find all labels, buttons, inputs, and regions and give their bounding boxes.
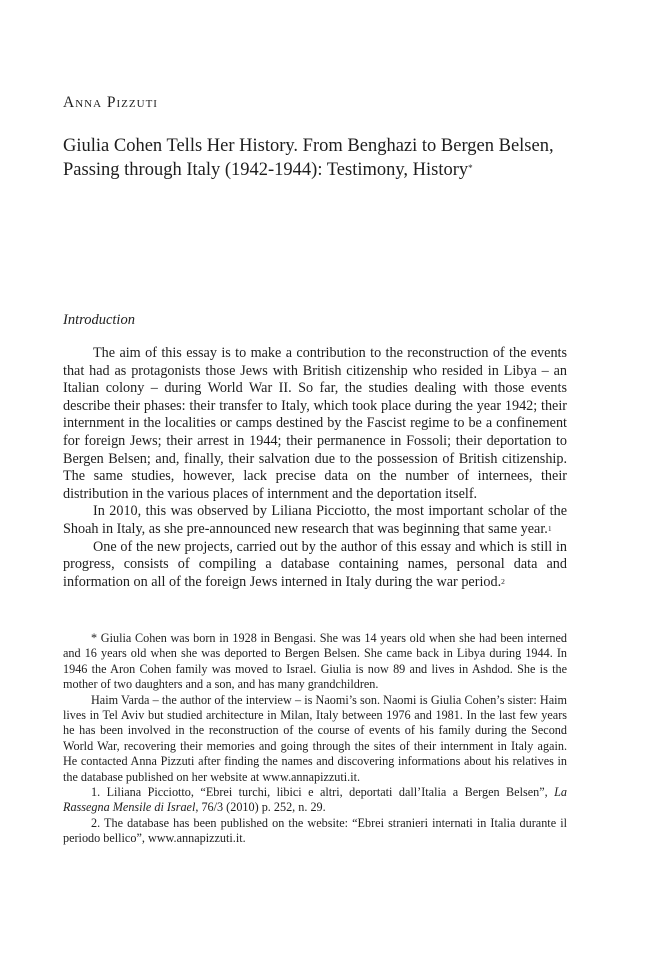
paragraph xyxy=(63,539,567,592)
footnote-2: 2. The database has been published on the website: “Ebrei stranieri internati in Italia durante il periodo bellico”, www.annapizzuti.it. xyxy=(63,815,567,846)
footnote-1-citation: , 76/3 (2010) p. 252, n. 29. xyxy=(195,800,326,815)
title-text: Giulia Cohen Tells Her History. From Benghazi to Bergen Belsen, Passing through Italy (1942-1944): Testimony, History xyxy=(63,136,554,180)
footnote-1-text: 1. Liliana Picciotto, “Ebrei turchi, libici e altri, deportati dall’Italia a Bergen Belsen”, xyxy=(91,785,555,800)
section-heading: Introduction xyxy=(63,312,135,328)
paragraph-text: The aim of this essay is to make a contribution to the reconstruction of the events that had as protagonists those Jews with British citizenship who resided in Libya – an Italian colony – during World War II. So far, the studies dealing with those events describe their phases: their transfer to Italy, which took place during the year 1942; their internment in the localities or camps destined by the Fascist regime to be a confinement for foreign Jews; their arrest in 1944; their permanence in Fossoli; their deportation to Bergen Belsen; and, finally, their salvation due to the possession of British citizenship. The same studies, however, lack precise data on the number of internees, their distribution in the various places of internment and the deportation itself. xyxy=(63,345,567,502)
author-name: Anna Pizzuti xyxy=(63,94,158,111)
footnotes xyxy=(63,631,567,847)
paragraph-text: One of the new projects, carried out by the author of this essay and which is still in progress, consists of compiling a database containing names, personal data and information on all of the foreign Jews interned in Italy during the war period. xyxy=(63,538,567,590)
body-text xyxy=(63,345,567,591)
footnote-star: * Giulia Cohen was born in 1928 in Bengasi. She was 14 years old when she had been interned and 16 years old when she was deported to Bergen Belsen. She came back in Libya during 1944. In 1946 the Aron Cohen family was moved to Israel. Giulia is now 89 and lives in Ashdod. She is the mother of two daughters and a son, and has many grandchildren. xyxy=(63,631,567,692)
footnote-haim: Haim Varda – the author of the interview – is Naomi’s son. Naomi is Giulia Cohen’s sister: Haim lives in Tel Aviv but studied architecture in Milan, Italy between 1976 and 1981. In the last few years he has been involved in the reconstruction of the course of events of his family during the Second World War, recovering their memories and going through the sites of their internment in Italy again. He contacted Anna Pizzuti after finding the names and discovering informations about his relatives in the database published on her website at www.annapizzuti.it. xyxy=(63,692,567,784)
title-footnote-marker: * xyxy=(468,163,473,173)
article-title xyxy=(63,134,593,182)
paragraph xyxy=(63,345,567,503)
footnote-ref: 1 xyxy=(547,523,552,533)
paragraph xyxy=(63,503,567,538)
footnote-1 xyxy=(63,785,567,816)
footnote-1-journal: La Rassegna Mensile di Israel xyxy=(63,785,567,815)
paragraph-text: In 2010, this was observed by Liliana Picciotto, the most important scholar of the Shoah in Italy, as she pre-announced new research that was beginning that same year. xyxy=(63,503,567,537)
footnote-ref: 2 xyxy=(501,576,505,586)
